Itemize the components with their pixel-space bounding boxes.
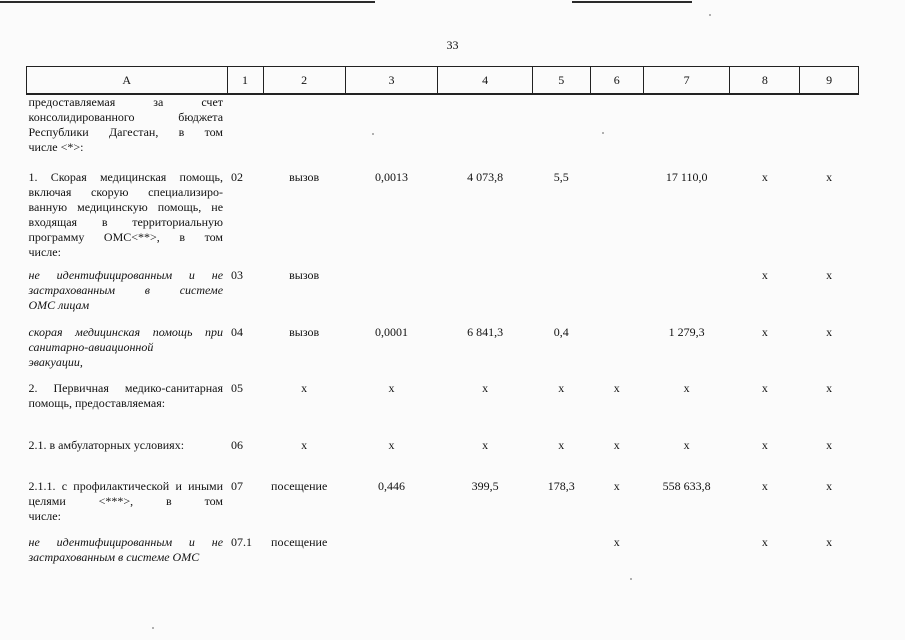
table-cell: 399,5 (471, 479, 499, 493)
table-cell: х (826, 325, 833, 339)
table-cell: х (826, 479, 833, 493)
row-description (27, 268, 228, 325)
table-row (27, 535, 859, 575)
table-cell: 178,3 (547, 479, 575, 493)
table-cell (532, 268, 590, 325)
column-header: 5 (532, 67, 590, 95)
table-cell (590, 325, 643, 381)
row-description-text: 1. Скорая медицинская помощь, включая скорую специализиро-ванную медицинскую помощь, не входящая в территориальную программу ОМС<**>, в том (28, 170, 224, 244)
table-row (27, 479, 859, 535)
table-body (27, 94, 859, 575)
table-row (27, 94, 859, 170)
row-description-text: 2. Первичная медико-санитарная (28, 381, 224, 395)
table-row (27, 438, 859, 479)
scan-edge-left (0, 1, 375, 3)
table-cell: х (613, 381, 620, 395)
column-header: 1 (227, 67, 263, 95)
row-description-text: не идентифицированным и не застрахованным в системе (28, 268, 224, 297)
table-cell (643, 94, 729, 170)
page-number: 33 (446, 38, 459, 52)
table-cell: х (558, 438, 565, 452)
table-cell: х (761, 170, 768, 184)
table-cell (345, 268, 438, 325)
row-description (27, 479, 228, 535)
scan-speck (372, 133, 374, 135)
scan-speck (630, 578, 632, 580)
row-description-text: 2.1.1. с профилактической и иными целями <***>, в том (28, 479, 224, 508)
table-cell: х (613, 479, 620, 493)
table-cell: вызов (289, 325, 320, 339)
header-row (27, 67, 859, 95)
table-cell: посещение (271, 479, 328, 493)
row-description (27, 170, 228, 268)
table-cell (532, 535, 590, 575)
table-cell (438, 268, 533, 325)
table-cell: х (826, 535, 833, 549)
table-cell (345, 94, 438, 170)
table-cell: х (761, 438, 768, 452)
row-description-last-line: застрахованным в системе ОМС (28, 550, 200, 564)
scan-edge-right (572, 1, 692, 3)
row-code: 04 (231, 325, 244, 339)
table-cell: х (761, 479, 768, 493)
column-header: 2 (263, 67, 345, 95)
column-header: 6 (590, 67, 643, 95)
scan-speck (152, 627, 154, 629)
table-cell: х (482, 381, 489, 395)
row-description-text: не идентифицированным и не (28, 535, 224, 549)
row-code: 07 (231, 479, 244, 493)
row-description-last-line: числе: (28, 245, 61, 259)
table-cell: 0,0001 (375, 325, 409, 339)
row-description (27, 325, 228, 381)
table-cell: х (826, 268, 833, 282)
row-description-last-line: ОМС лицам (28, 298, 90, 312)
scan-speck (602, 132, 604, 134)
column-header: 9 (800, 67, 859, 95)
row-description (27, 94, 228, 170)
table-cell (590, 170, 643, 268)
row-description-last-line: числе <*>: (28, 140, 84, 154)
table-cell: х (558, 381, 565, 395)
row-description-last-line: 2.1. в амбулаторных условиях: (28, 438, 185, 452)
table-cell: х (613, 535, 620, 549)
table-cell: х (826, 170, 833, 184)
row-description (27, 535, 228, 575)
table-row (27, 170, 859, 268)
row-description-last-line: числе: (28, 509, 61, 523)
table-cell: 0,4 (553, 325, 569, 339)
row-code: 03 (231, 268, 244, 282)
table-cell: х (761, 535, 768, 549)
table-cell: 17 110,0 (665, 170, 708, 184)
row-description-text: предоставляемая за счет консолидированного бюджета Республики Дагестан, в том (28, 95, 224, 139)
table-cell (800, 94, 859, 170)
table-row (27, 381, 859, 438)
table-cell: х (388, 438, 395, 452)
table-cell: 4 073,8 (467, 170, 504, 184)
table-cell: х (761, 381, 768, 395)
table-cell: х (761, 325, 768, 339)
table-cell: х (683, 381, 690, 395)
row-description (27, 438, 228, 479)
column-header: 3 (345, 67, 438, 95)
table-cell: х (482, 438, 489, 452)
table-cell: посещение (271, 535, 328, 549)
table-cell: х (301, 381, 308, 395)
column-header: 8 (730, 67, 800, 95)
table-cell: х (683, 438, 690, 452)
row-code: 07.1 (231, 535, 253, 549)
table-cell: вызов (289, 170, 320, 184)
table-cell: 0,0013 (375, 170, 409, 184)
table-cell (643, 535, 729, 575)
row-code (227, 94, 263, 170)
table-cell: 5,5 (553, 170, 569, 184)
table-cell (590, 94, 643, 170)
table-cell: вызов (289, 268, 320, 282)
table-cell (532, 94, 590, 170)
table-cell (345, 535, 438, 575)
column-header: 7 (643, 67, 729, 95)
table-cell: х (613, 438, 620, 452)
table-cell (438, 94, 533, 170)
table-cell: 1 279,3 (668, 325, 705, 339)
table-cell (590, 268, 643, 325)
row-description-last-line: помощь, предоставляемая: (28, 396, 166, 410)
table-cell: х (301, 438, 308, 452)
row-code: 02 (231, 170, 244, 184)
row-code: 05 (231, 381, 244, 395)
table-cell: х (826, 438, 833, 452)
row-description-last-line: эвакуации, (28, 355, 83, 369)
table-cell (730, 94, 800, 170)
table-cell: 0,446 (378, 479, 406, 493)
table-cell: х (761, 268, 768, 282)
column-header: А (27, 67, 228, 95)
budget-table (26, 66, 859, 575)
column-header: 4 (438, 67, 533, 95)
table-cell (263, 94, 345, 170)
table-row (27, 268, 859, 325)
table-cell: 6 841,3 (467, 325, 504, 339)
row-description-text: скорая медицинская помощь при санитарно-авиационной (28, 325, 224, 354)
table-cell (438, 535, 533, 575)
table-cell: х (826, 381, 833, 395)
table-cell (643, 268, 729, 325)
row-code: 06 (231, 438, 244, 452)
table-cell: х (388, 381, 395, 395)
table-cell: 558 633,8 (662, 479, 711, 493)
row-description (27, 381, 228, 438)
scan-speck (709, 14, 711, 16)
table-row (27, 325, 859, 381)
